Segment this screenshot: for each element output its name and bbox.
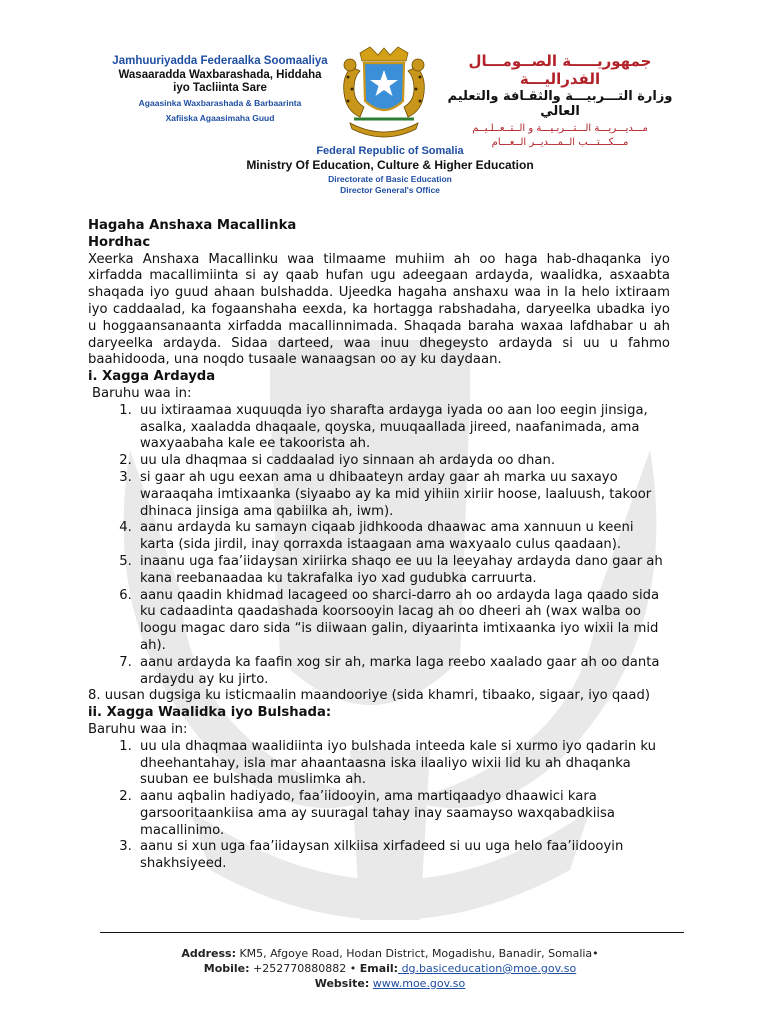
office-english: Director General's Office [340, 185, 440, 195]
list-item: 3. aanu si xun uga faa’iidaysan xilkiisa xirfadeed si uu uga helo faa’iidooyin shakhsiyeed. [136, 839, 670, 873]
ministry-name-somali-2: iyo Tacliinta Sare [173, 82, 267, 94]
list-item: 4. aanu ardayda ku samayn ciqaab jidhkooda dhaawac ama xannuun u keeni karta (sida jirdil, inay qorraxda istaagaan ama waxyaalo culus qaadaan). [136, 520, 670, 554]
list-item: 6. aanu qaadin khidmad lacageed oo sharci-darro ah oo ardayda laga qaado sida ku cadaadinta qaadashada koorsooyin lacag ah oo dheeri ah (wax walba oo loogu magac daro sida “is diiwaan galin, diyaarinta imtixaanka iyo wixii la mid ah). [136, 588, 670, 655]
directorate-english: Directorate of Basic Education [328, 174, 452, 184]
letterhead-somali [95, 55, 345, 123]
ministry-name-english: Ministry Of Education, Culture & Higher Education [246, 158, 534, 172]
letterhead [0, 0, 768, 205]
list-item: 2. uu ula dhaqmaa si caddaalad iyo sinnaan ah ardayda oo dhan. [136, 453, 670, 470]
email-link[interactable]: dg.basiceducation@moe.gov.so [398, 962, 577, 975]
directorate-arabic: مـــديـــريـــة الـــتـــربـيـــة و الــتــعــلـيــم [472, 123, 648, 134]
section-students-heading: i. Xagga Ardayda [88, 369, 216, 385]
email-label: Email: [359, 962, 399, 975]
section-parents-lead: Baruhu waa in: [88, 721, 188, 737]
list-item: 7. aanu ardayda ka faafin xog sir ah, marka laga reebo xaalado gaar ah oo danta ardaydu ay ku jirto. [136, 655, 670, 689]
list-item-8: 8. uusan dugsiga ku isticmaalin maandooriye (sida khamri, tibaako, sigaar, iyo qaad) [88, 688, 650, 704]
section-students-list [88, 403, 670, 689]
letterhead-arabic [440, 52, 680, 148]
footer-website [90, 976, 690, 991]
republic-name-somali: Jamhuuriyadda Federaalka Soomaaliya [112, 55, 328, 67]
directorate-somali: Agaasinka Waxbarashada & Barbaarinta [138, 98, 302, 108]
republic-name-english: Federal Republic of Somalia [316, 145, 464, 157]
footer-contact [90, 961, 690, 976]
section-parents-list [88, 739, 670, 873]
footer-address [90, 946, 690, 961]
footer [90, 946, 690, 991]
mobile-label: Mobile: [203, 962, 250, 975]
address-label: Address: [181, 947, 236, 960]
document-body [88, 218, 670, 873]
list-item: 2. aanu aqbalin hadiyado, faa’iidooyin, ama martiqaadyo dhaawici kara garsooritaankiisa ama ay suuragal tahay inay saamayso waxqabadkiisa macallinimo. [136, 789, 670, 839]
intro-paragraph: Xeerka Anshaxa Macallinku waa tilmaame muhiim ah oo haga hab-dhaqanka iyo xirfadda macallimiinta si ay qaab hufan ugu adeegaan ardayda, waalidka, asxaabta shaqada iyo guud ahaan bulshadda. Ujeedka hagaha anshaxu waa in la helo ixtiraam iyo caddaalad, ka fogaanshaha eexda, ka hortagga rabshadaha, daryeelka ubadka iyo u hoggaansanaanta xirfadda macallinnimada. Shaqada baraha waxaa lafdhabar u ah daryeelka ardayda. Sidaa darteed, waa inuu dhegeysto ardayda si uu u fahmo baahidooda, una noqdo tusaale wanaagsan oo ay ku daydaan. [88, 251, 670, 368]
republic-name-arabic: جمهوريـــــة الصــومـــال الفدراليـــة [468, 52, 652, 88]
coat-of-arms-icon [330, 45, 438, 143]
list-item: 1. uu ula dhaqmaa waalidiinta iyo bulshada inteeda kale si xurmo iyo qadarin ku dheehantahay, isla mar ahaantaasna iska ilaaliyo wixii lid ku ah dhaqanka suuban ee bulshada muslimka ah. [136, 739, 670, 789]
website-link[interactable]: www.moe.gov.so [372, 977, 466, 990]
website-label: Website: [314, 977, 370, 990]
intro-heading: Hordhac [88, 234, 151, 250]
ministry-name-arabic: وزارة التـــربيـــة والثقـافة والتعليم العالي [447, 89, 673, 119]
office-somali: Xafiiska Agaasimaha Guud [165, 113, 275, 123]
footer-divider [100, 932, 684, 933]
section-students-lead: Baruhu waa in: [92, 385, 192, 401]
document-title: Hagaha Anshaxa Macallinka [88, 218, 297, 233]
ministry-name-somali: Wasaaradda Waxbarashada, Hiddaha [118, 69, 322, 81]
list-item: 3. si gaar ah ugu eexan ama u dhibaateyn arday gaar ah marka uu saxayo waraaqaha imtixaanka (siyaabo ay ka mid yihiin xiriir hoose, laaluush, takoor dhinaca jinsiga ama qabiilka ah, iwm). [136, 470, 670, 520]
office-arabic: مـــكـــتـــب الــمـــديــر الــعـــام [491, 137, 629, 148]
list-item: 5. inaanu uga faa’iidaysan xiriirka shaqo ee uu la leeyahay ardayda dano gaar ah kana reebanaadaa ku takrafalka iyo xad gudubka carruurta. [136, 554, 670, 588]
list-item: 1. uu ixtiraamaa xuquuqda iyo sharafta ardayga iyada oo aan loo eegin jinsiga, asalka, xaaladda dhaqaale, qoyska, muuqaallada jireed, naafanimada, ama waxyaabaha kale ee takoorista ah. [136, 403, 670, 453]
section-parents-heading: ii. Xagga Waalidka iyo Bulshada: [88, 705, 332, 721]
mobile-value: +252770880882 • [249, 962, 360, 975]
address-value: KM5, Afgoye Road, Hodan District, Mogadishu, Banadir, Somalia• [235, 947, 599, 960]
letterhead-english [230, 145, 550, 195]
